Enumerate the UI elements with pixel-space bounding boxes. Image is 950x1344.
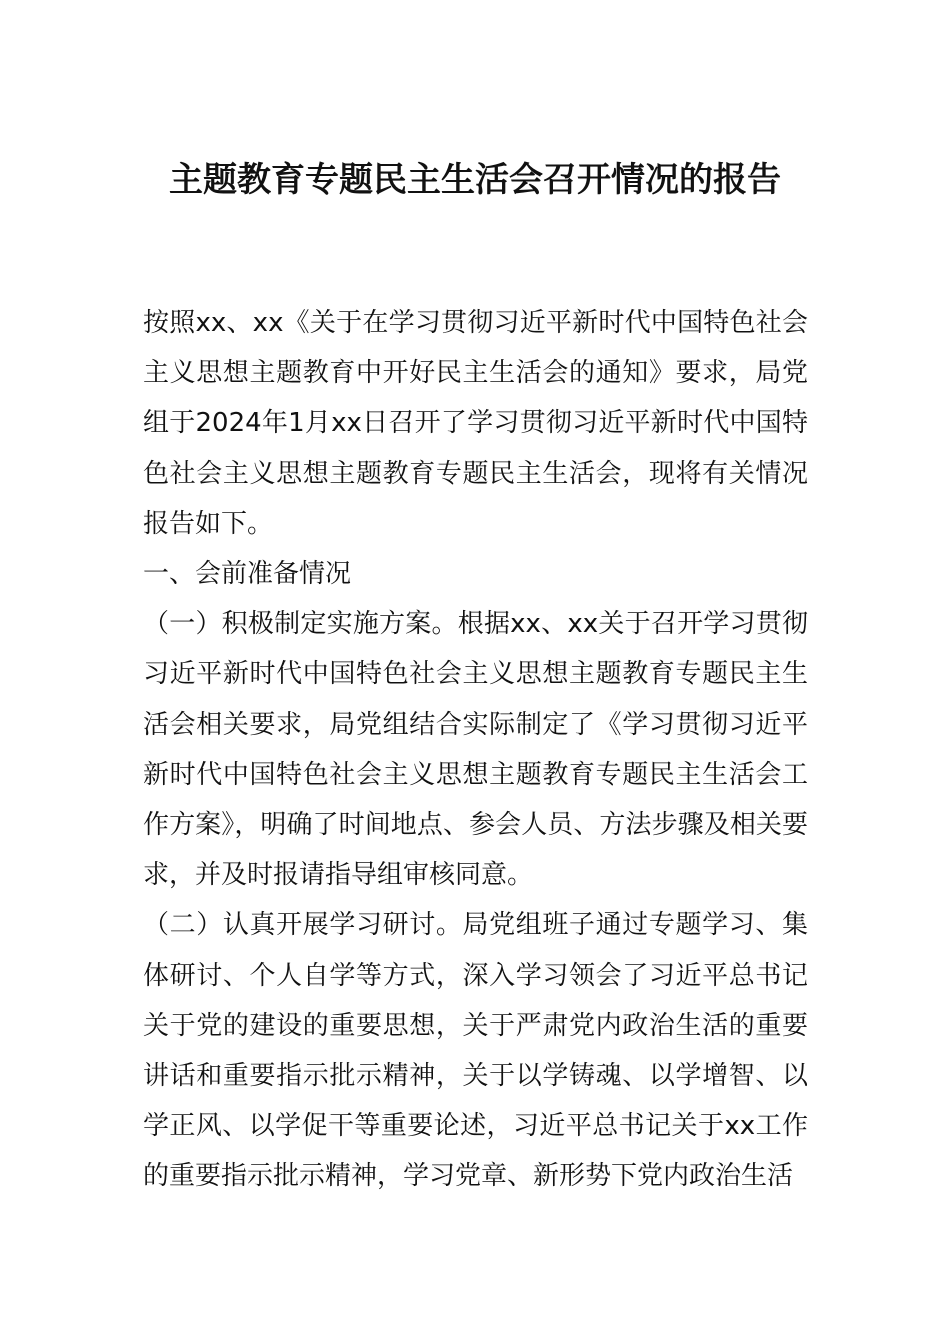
paragraph-subsection-1: （一）积极制定实施方案。根据xx、xx关于召开学习贯彻习近平新时代中国特色社会主义思想主题教育专题民主生活会相关要求，局党组结合实际制定了《学习贯彻习近平新时代中国特色社会主义思想主题教育专题民主生活会工作方案》，明确了时间地点、参会人员、方法步骤及相关要求，并及时报请指导组审核同意。 (143, 609, 808, 891)
paragraph-intro: 按照xx、xx《关于在学习贯彻习近平新时代中国特色社会主义思想主题教育中开好民主生活会的通知》要求，局党组于2024年1月xx日召开了学习贯彻习近平新时代中国特色社会主义思想主题教育专题民主生活会，现将有关情况报告如下。 (143, 308, 808, 539)
document-body (143, 298, 808, 1202)
paragraph-subsection-2: （二）认真开展学习研讨。局党组班子通过专题学习、集体研讨、个人自学等方式，深入学习领会了习近平总书记关于党的建设的重要思想，关于严肃党内政治生活的重要讲话和重要指示批示精神，关于以学铸魂、以学增智、以学正风、以学促干等重要论述，习近平总书记关于xx工作的重要指示批示精神，学习党章、新形势下党内政治生活 (143, 910, 808, 1192)
section-heading-1: 一、会前准备情况 (143, 559, 352, 590)
document-title: 主题教育专题民主生活会召开情况的报告 (169, 160, 781, 200)
